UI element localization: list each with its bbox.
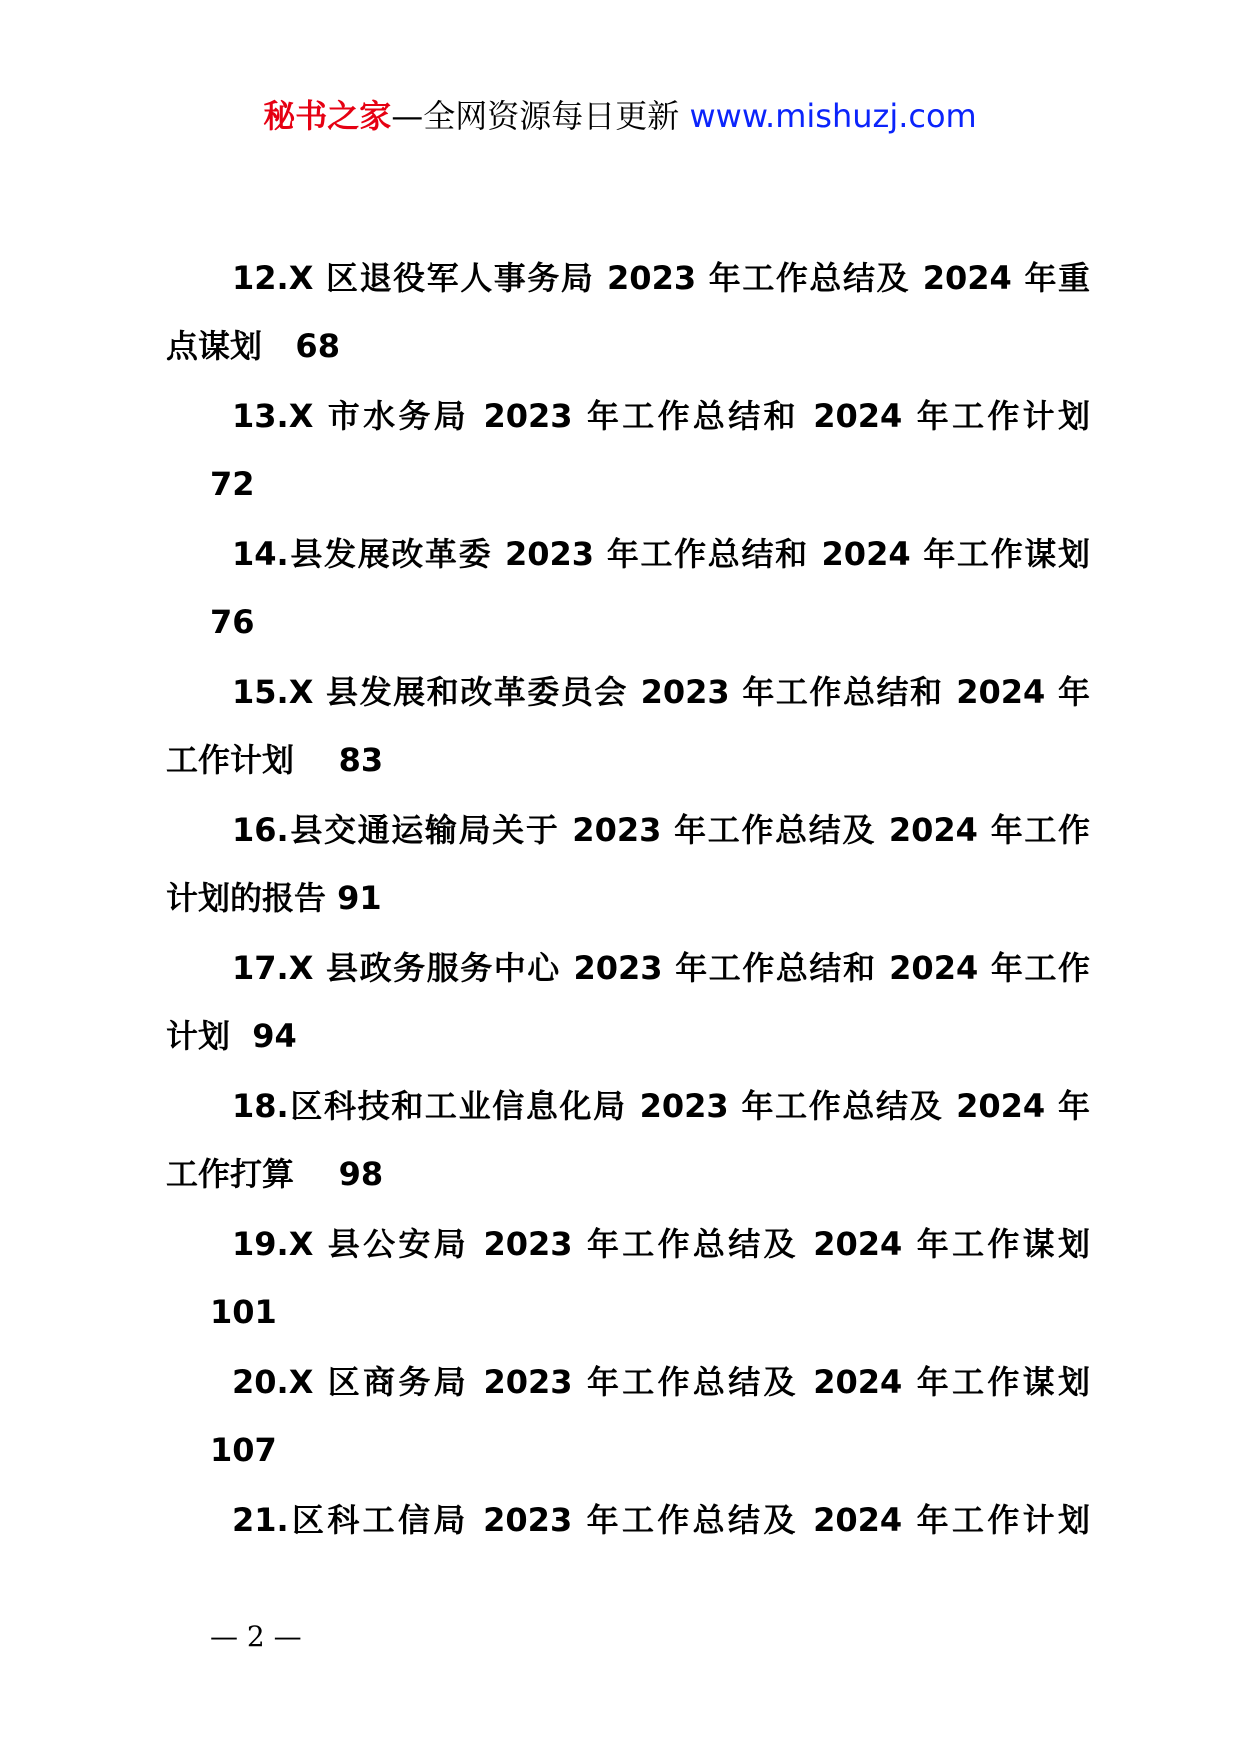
toc-entry-continuation: 72 [210,465,255,503]
site-header [0,96,1240,136]
toc-entry-continuation: 工作计划 83 [166,741,384,779]
toc-entry-continuation: 计划的报告 91 [166,879,382,917]
toc-entry-continuation: 107 [210,1431,277,1469]
toc-entry-title: 18.区科技和工业信息化局 2023 年工作总结及 2024 年 [232,1087,1090,1125]
table-of-contents [166,244,1090,1556]
toc-entry[interactable] [166,658,1090,794]
toc-entry-continuation: 计划 94 [166,1017,297,1055]
site-tagline: —全网资源每日更新 [391,97,680,135]
toc-entry[interactable] [166,1210,1090,1346]
toc-entry[interactable] [166,796,1090,932]
toc-entry-title: 16.县交通运输局关于 2023 年工作总结及 2024 年工作 [232,811,1090,849]
site-url-link[interactable]: www.mishuzj.com [689,97,977,135]
page-number: — 2 — [210,1620,302,1653]
toc-entry-title: 15.X 县发展和改革委员会 2023 年工作总结和 2024 年 [232,673,1090,711]
toc-entry[interactable] [166,382,1090,518]
toc-entry-title: 17.X 县政务服务中心 2023 年工作总结和 2024 年工作 [232,949,1090,987]
toc-entry-title: 21.区科工信局 2023 年工作总结及 2024 年工作计划 [232,1501,1090,1539]
toc-entry-title: 12.X 区退役军人事务局 2023 年工作总结及 2024 年重 [232,259,1090,297]
toc-entry-continuation: 点谋划 68 [166,327,340,365]
toc-entry[interactable] [166,520,1090,656]
toc-entry-title: 14.县发展改革委 2023 年工作总结和 2024 年工作谋划 [232,535,1090,573]
toc-entry-continuation: 101 [210,1293,277,1331]
toc-entry-continuation: 工作打算 98 [166,1155,384,1193]
toc-entry[interactable] [166,934,1090,1070]
toc-entry[interactable] [166,1348,1090,1484]
toc-entry[interactable] [166,1486,1090,1554]
toc-entry-title: 19.X 县公安局 2023 年工作总结及 2024 年工作谋划 [232,1225,1090,1263]
toc-entry-title: 20.X 区商务局 2023 年工作总结及 2024 年工作谋划 [232,1363,1090,1401]
toc-entry[interactable] [166,244,1090,380]
site-brand: 秘书之家 [263,97,392,135]
toc-entry[interactable] [166,1072,1090,1208]
toc-entry-continuation: 76 [210,603,255,641]
toc-entry-title: 13.X 市水务局 2023 年工作总结和 2024 年工作计划 [232,397,1090,435]
